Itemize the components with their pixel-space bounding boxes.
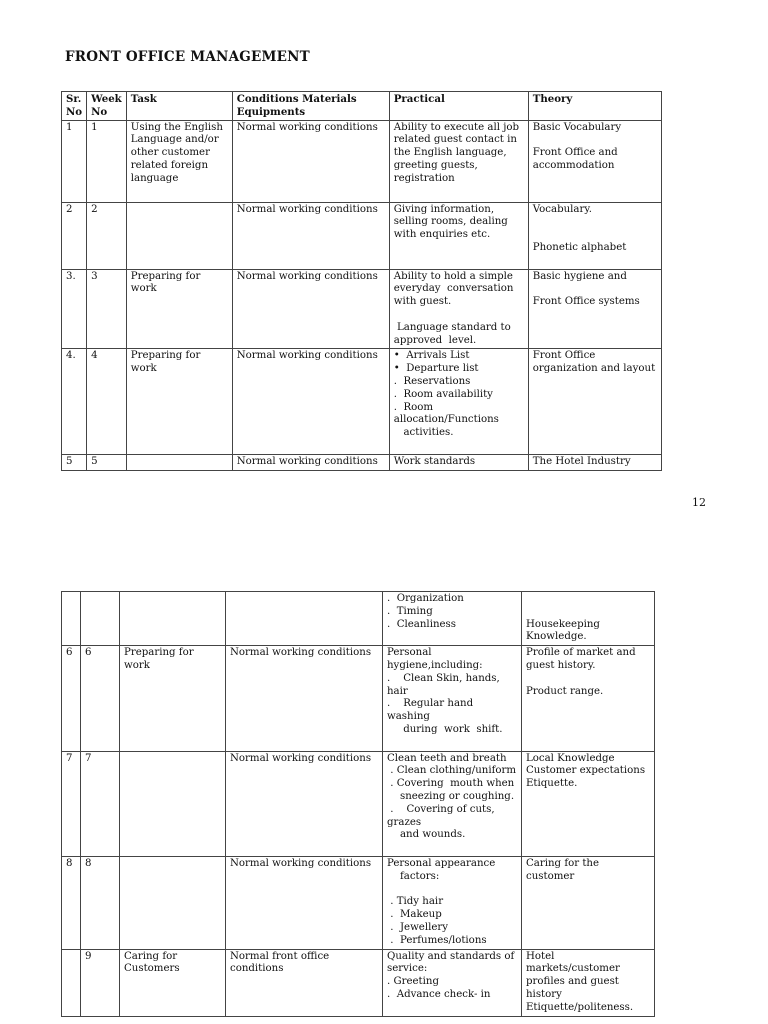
cell-line: Practical — [393, 93, 445, 105]
cell-line: 7 — [85, 752, 92, 764]
conditions-cell — [232, 120, 389, 202]
conditions-cell — [232, 349, 389, 454]
cell-line: and wounds. — [387, 829, 466, 841]
cell-line: related guest contact in — [393, 134, 517, 146]
cell-line: Front Office and — [532, 147, 618, 159]
table-row — [62, 349, 662, 454]
cell-line: the English language, — [393, 147, 507, 159]
cell-line: 2 — [91, 203, 98, 215]
week-number-cell — [87, 349, 127, 454]
cell-line: Knowledge. — [526, 631, 587, 643]
cell-line: everyday conversation — [393, 283, 514, 295]
column-header-conditions — [232, 92, 389, 121]
cell-line: Normal working conditions — [230, 857, 372, 869]
practical-cell — [383, 646, 522, 751]
cell-line: . Cleanliness — [387, 618, 456, 630]
cell-line: . Room — [393, 401, 434, 413]
cell-line: Customer expectations — [526, 765, 646, 777]
cell-line: Equipments — [236, 105, 306, 118]
serial-number-cell — [62, 646, 81, 751]
cell-line — [230, 593, 378, 606]
theory-cell — [528, 120, 661, 202]
cell-line: Normal working conditions — [236, 270, 378, 282]
cell-line: 5 — [91, 455, 98, 467]
conditions-cell — [232, 269, 389, 349]
practical-cell — [389, 120, 528, 202]
cell-line: Giving information, — [393, 203, 495, 215]
cell-line: . Regular hand washing — [387, 698, 477, 723]
cell-line: other customer — [130, 147, 210, 159]
cell-line: with guest. — [393, 296, 452, 308]
column-header-theory — [528, 92, 661, 121]
cell-line: Conditions Materials — [236, 93, 357, 105]
cell-line: Preparing for work — [130, 270, 204, 295]
cell-line: Customers — [124, 963, 180, 975]
cell-line: with enquiries etc. — [393, 229, 491, 241]
cell-line — [131, 204, 228, 217]
cell-line: Phonetic alphabet — [532, 241, 627, 253]
conditions-cell — [232, 202, 389, 269]
table-row — [62, 454, 662, 470]
cell-line — [66, 593, 76, 606]
conditions-cell — [226, 646, 383, 751]
cell-line: Normal working conditions — [236, 121, 378, 133]
cell-line: . Jewellery — [387, 921, 448, 933]
cell-line: Task — [130, 93, 157, 105]
cell-line — [387, 884, 517, 897]
cell-line: approved level. — [393, 334, 477, 346]
theory-cell — [528, 269, 661, 349]
cell-line: . Perfumes/lotions — [387, 934, 487, 946]
serial-number-cell — [62, 269, 87, 349]
curriculum-table-2 — [61, 591, 655, 1017]
cell-line: 4 — [91, 350, 98, 362]
cell-line: No — [91, 105, 108, 118]
column-header-week — [87, 92, 127, 121]
cell-line — [124, 593, 221, 606]
week-number-cell — [87, 202, 127, 269]
cell-line: language — [130, 172, 179, 184]
cell-line: conditions — [230, 963, 284, 975]
cell-line: Theory — [532, 93, 573, 105]
cell-line: . Clean clothing/uniform — [387, 765, 517, 777]
cell-line: 6 — [66, 647, 73, 659]
conditions-cell — [226, 592, 383, 646]
cell-line: activities. — [393, 427, 454, 439]
cell-line: 7 — [66, 752, 73, 764]
cell-line: Etiquette. — [526, 778, 578, 790]
cell-line — [131, 456, 228, 469]
cell-line: Ability to hold a simple — [393, 270, 513, 282]
week-number-cell — [81, 592, 120, 646]
task-cell — [120, 751, 226, 856]
conditions-cell — [226, 949, 383, 1016]
serial-number-cell — [62, 454, 87, 470]
cell-line: Housekeeping — [526, 618, 600, 630]
cell-line: Language standard to — [393, 321, 511, 333]
cell-line: Work standards — [393, 455, 476, 467]
cell-line: Front Office — [532, 350, 596, 362]
table-row — [62, 949, 655, 1016]
conditions-cell — [232, 454, 389, 470]
cell-line — [394, 242, 524, 255]
week-number-cell — [87, 269, 127, 349]
cell-line: Sr. — [66, 93, 82, 105]
conditions-cell — [226, 751, 383, 856]
cell-line — [526, 673, 650, 686]
cell-line: 1 — [66, 121, 73, 133]
header-row — [62, 92, 662, 121]
cell-line: . Covering of cuts, — [387, 803, 495, 815]
week-number-cell — [81, 949, 120, 1016]
practical-cell — [383, 592, 522, 646]
cell-line: . Tidy hair — [387, 896, 444, 908]
page-number: 12 — [692, 496, 706, 509]
table-row — [62, 856, 655, 949]
cell-line: during work shift. — [387, 723, 503, 735]
theory-cell — [522, 751, 655, 856]
cell-line: allocation/Functions — [393, 414, 499, 426]
cell-line: hair — [387, 685, 408, 697]
theory-cell — [522, 592, 655, 646]
cell-line: hygiene,including: — [387, 659, 483, 671]
practical-cell — [389, 454, 528, 470]
cell-line: The Hotel Industry — [532, 455, 631, 467]
cell-line: 5 — [66, 455, 73, 467]
cell-line: Ability to execute all job — [393, 121, 520, 133]
theory-cell — [528, 454, 661, 470]
cell-line: No — [66, 105, 83, 118]
cell-line: Preparing for work — [124, 647, 197, 671]
cell-line: 1 — [91, 121, 98, 133]
cell-line — [394, 255, 524, 268]
practical-cell — [389, 269, 528, 349]
cell-line: factors: — [387, 870, 440, 882]
cell-line: . Clean Skin, hands, — [387, 672, 500, 684]
serial-number-cell — [62, 202, 87, 269]
cell-line: Normal working conditions — [236, 350, 378, 362]
column-header-practical — [389, 92, 528, 121]
cell-line — [85, 593, 115, 606]
cell-line: service: — [387, 963, 428, 975]
cell-line: history — [526, 988, 562, 1000]
cell-line: 2 — [66, 203, 73, 215]
cell-line: Normal working conditions — [236, 203, 378, 215]
cell-line: related foreign — [130, 159, 209, 171]
week-number-cell — [87, 454, 127, 470]
theory-cell — [522, 856, 655, 949]
cell-line: Hotel markets/customer — [526, 950, 620, 975]
cell-line: grazes — [387, 816, 422, 828]
practical-cell — [383, 949, 522, 1016]
cell-line: 8 — [85, 857, 92, 869]
cell-line — [533, 229, 657, 242]
theory-cell — [522, 949, 655, 1016]
week-number-cell — [87, 120, 127, 202]
cell-line — [533, 216, 657, 229]
cell-line: Quality and standards of — [387, 950, 515, 962]
cell-line — [394, 309, 524, 322]
serial-number-cell — [62, 751, 81, 856]
table-row — [62, 269, 662, 349]
theory-cell — [528, 202, 661, 269]
cell-line: Product range. — [526, 685, 604, 697]
cell-line: Etiquette/politeness. — [526, 1001, 634, 1013]
cell-line: Language and/or — [130, 134, 219, 146]
cell-line: Personal — [387, 647, 432, 659]
table-row — [62, 751, 655, 856]
serial-number-cell — [62, 120, 87, 202]
task-cell — [120, 592, 226, 646]
cell-line: • Arrivals List — [393, 350, 470, 362]
column-header-sr — [62, 92, 87, 121]
practical-cell — [383, 751, 522, 856]
cell-line: . Reservations — [393, 375, 471, 387]
cell-line: • Departure list — [393, 363, 479, 375]
serial-number-cell — [62, 349, 87, 454]
cell-line: Caring for the customer — [526, 857, 603, 882]
cell-line: Clean teeth and breath — [387, 752, 507, 764]
cell-line — [526, 593, 650, 606]
cell-line: Using the English — [130, 121, 223, 133]
serial-number-cell — [62, 592, 81, 646]
cell-line: . Timing — [387, 605, 433, 617]
cell-line: Caring for — [124, 950, 178, 962]
cell-line: 9 — [85, 950, 92, 962]
cell-line: Preparing for work — [130, 350, 204, 375]
cell-line: guest history. — [526, 659, 596, 671]
cell-line: accommodation — [532, 159, 615, 171]
cell-line: greeting guests, — [393, 159, 478, 171]
cell-line: 4. — [66, 350, 76, 362]
curriculum-table-1 — [61, 91, 662, 471]
theory-cell — [528, 349, 661, 454]
cell-line: Normal working conditions — [236, 455, 378, 467]
cell-line: sneezing or coughing. — [387, 790, 515, 802]
task-cell — [126, 202, 232, 269]
cell-line: . Room availability — [393, 388, 493, 400]
cell-line — [533, 134, 657, 147]
cell-line: 3. — [66, 270, 76, 282]
cell-line — [124, 753, 221, 766]
cell-line: Local Knowledge — [526, 752, 615, 764]
cell-line: Normal working conditions — [230, 752, 372, 764]
task-cell — [126, 269, 232, 349]
week-number-cell — [81, 646, 120, 751]
practical-cell — [383, 856, 522, 949]
task-cell — [120, 856, 226, 949]
cell-line: Basic Vocabulary — [532, 121, 622, 133]
cell-line — [124, 858, 221, 871]
practical-cell — [389, 349, 528, 454]
cell-line: . Greeting — [387, 976, 439, 988]
cell-line — [387, 737, 517, 750]
conditions-cell — [226, 856, 383, 949]
cell-line — [387, 842, 517, 855]
cell-line: organization and layout — [532, 363, 656, 375]
practical-cell — [389, 202, 528, 269]
cell-line: Week — [91, 93, 122, 105]
cell-line: . Organization — [387, 593, 464, 604]
cell-line — [526, 606, 650, 619]
task-cell — [120, 646, 226, 751]
cell-line — [394, 186, 524, 199]
cell-line: 6 — [85, 647, 92, 659]
cell-line: Vocabulary. — [532, 203, 593, 215]
cell-line — [66, 951, 76, 964]
document-title: FRONT OFFICE MANAGEMENT — [65, 49, 310, 65]
serial-number-cell — [62, 949, 81, 1016]
week-number-cell — [81, 856, 120, 949]
week-number-cell — [81, 751, 120, 856]
cell-line: Profile of market and — [526, 647, 636, 659]
cell-line: . Covering mouth when — [387, 778, 515, 790]
task-cell — [126, 349, 232, 454]
cell-line: 8 — [66, 857, 73, 869]
cell-line: Front Office systems — [532, 296, 640, 308]
task-cell — [126, 120, 232, 202]
serial-number-cell — [62, 856, 81, 949]
cell-line: selling rooms, dealing — [393, 216, 508, 228]
table-row — [62, 120, 662, 202]
cell-line: Basic hygiene and — [532, 270, 627, 282]
cell-line: . Makeup — [387, 909, 442, 921]
cell-line: registration — [393, 172, 455, 184]
theory-cell — [522, 646, 655, 751]
cell-line: Personal appearance — [387, 857, 496, 869]
table-row — [62, 202, 662, 269]
cell-line — [394, 440, 524, 453]
cell-line: profiles and guest — [526, 976, 619, 988]
table-row — [62, 646, 655, 751]
cell-line: 3 — [91, 270, 98, 282]
cell-line: . Advance check- in — [387, 988, 491, 1000]
table-row — [62, 592, 655, 646]
column-header-task — [126, 92, 232, 121]
task-cell — [120, 949, 226, 1016]
cell-line: Normal working conditions — [230, 647, 372, 659]
cell-line: Normal front office — [230, 950, 330, 962]
cell-line — [533, 283, 657, 296]
task-cell — [126, 454, 232, 470]
